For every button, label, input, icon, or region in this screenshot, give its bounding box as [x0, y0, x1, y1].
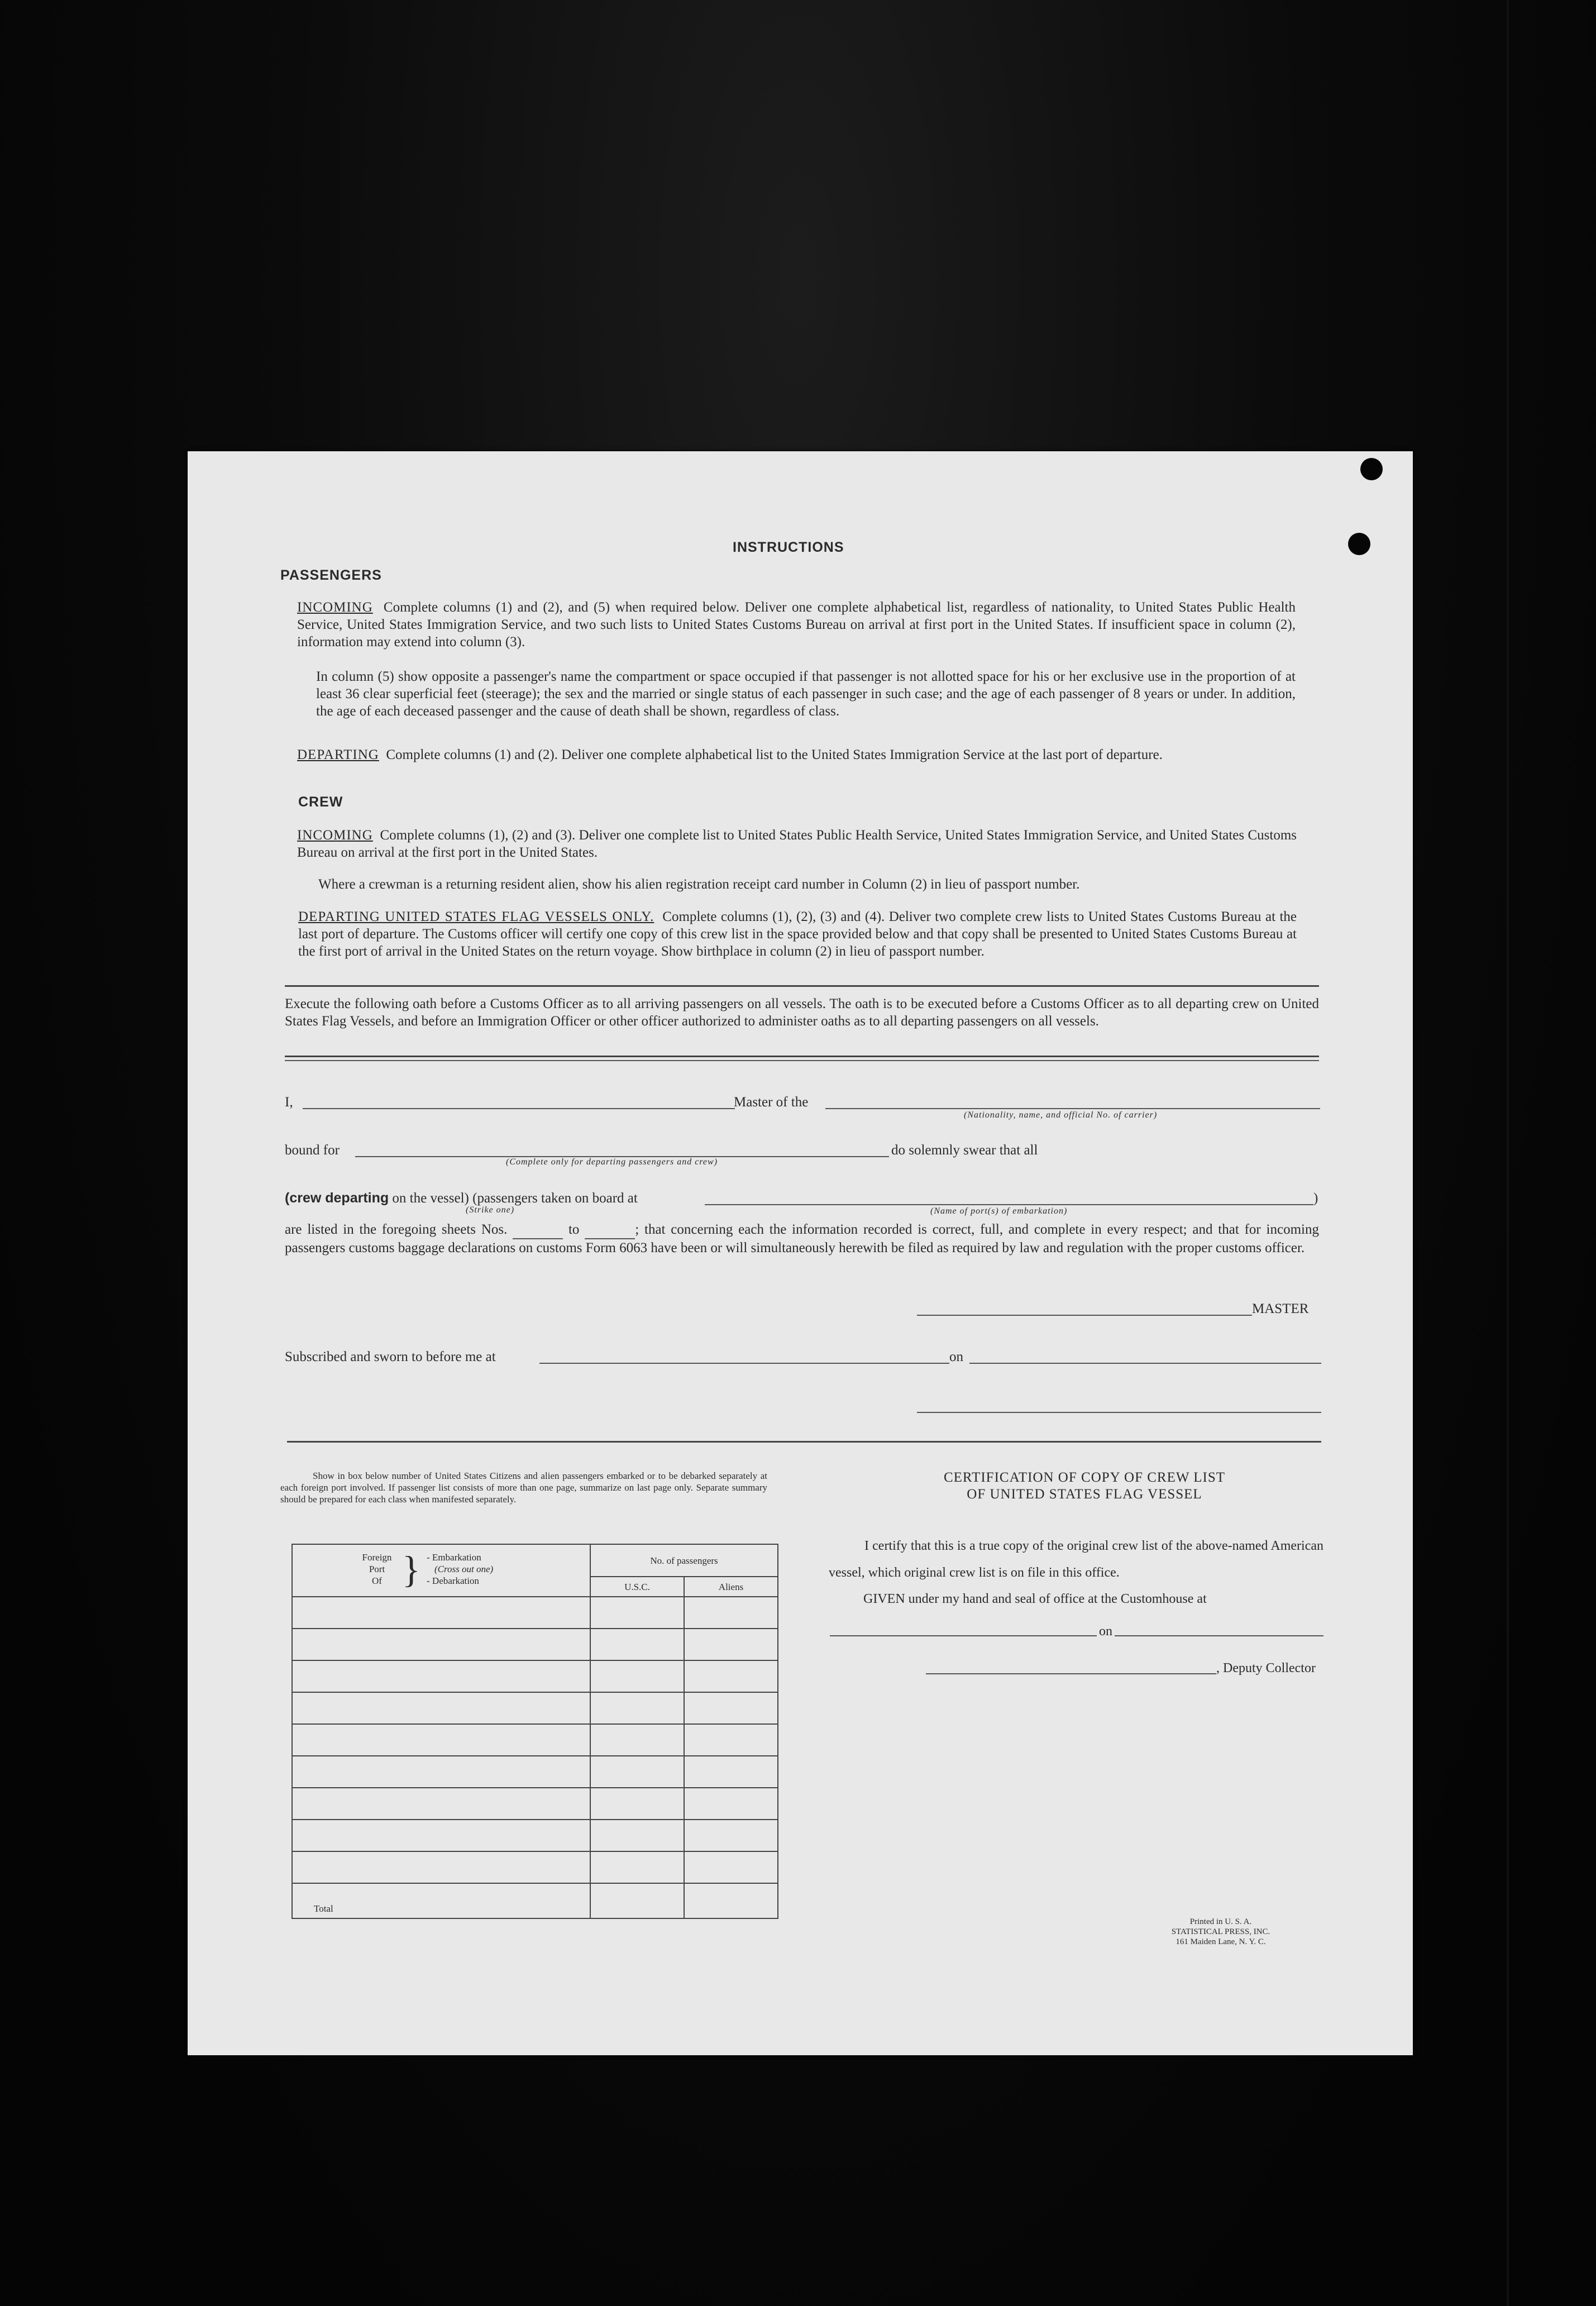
- port-cell[interactable]: [292, 1851, 590, 1883]
- total-label: Total: [292, 1883, 590, 1918]
- aliens-cell[interactable]: [684, 1788, 778, 1820]
- aliens-cell[interactable]: [684, 1820, 778, 1851]
- master-signature-field[interactable]: [917, 1315, 1252, 1316]
- aliens-cell[interactable]: [684, 1660, 778, 1692]
- no-passengers-header: No. of passengers: [590, 1544, 778, 1577]
- aliens-cell[interactable]: [684, 1756, 778, 1788]
- divider: [285, 1056, 1319, 1057]
- deputy-collector-label: , Deputy Collector: [1216, 1661, 1316, 1675]
- table-row: [292, 1692, 778, 1724]
- oath-listed-paragraph: [285, 1221, 1319, 1257]
- crew-resident-paragraph: Where a crewman is a returning resident alien, show his alien registration receipt card number in Column (2) in lieu of passport number.: [318, 877, 1080, 892]
- crew-us-flag-paragraph: [298, 908, 1297, 960]
- table-header-row: [292, 1544, 778, 1577]
- debarkation-option[interactable]: - Debarkation: [427, 1575, 479, 1586]
- crew-incoming-text: Complete columns (1), (2) and (3). Deliver one complete list to United States Public Health Service, United States Immigration Service, and United States Customs Bureau on arrival at the first port in the United States.: [297, 828, 1297, 860]
- port-header-cell: [292, 1544, 590, 1597]
- port-cell[interactable]: [292, 1788, 590, 1820]
- aliens-header: Aliens: [684, 1577, 778, 1597]
- usc-cell[interactable]: [590, 1724, 684, 1756]
- passengers-departing-paragraph: [297, 746, 1296, 763]
- usc-cell[interactable]: [590, 1660, 684, 1692]
- master-of-label: Master of the: [734, 1095, 809, 1110]
- embark-options: [427, 1551, 493, 1587]
- port-cell[interactable]: [292, 1597, 590, 1629]
- on-vessel-text: on the vessel): [392, 1191, 469, 1206]
- aliens-cell[interactable]: [684, 1692, 778, 1724]
- table-row: [292, 1660, 778, 1692]
- crew-heading: CREW: [298, 794, 343, 810]
- printer-imprint: [1126, 1917, 1316, 1947]
- table-row: [292, 1629, 778, 1660]
- foreign-port-of: [357, 1551, 396, 1587]
- passengers-taken-option[interactable]: (passengers taken on board at: [472, 1191, 638, 1206]
- port-cell[interactable]: [292, 1660, 590, 1692]
- usc-cell[interactable]: [590, 1788, 684, 1820]
- sworn-on-label: on: [949, 1349, 963, 1364]
- printer-line-3: 161 Maiden Lane, N. Y. C.: [1176, 1937, 1266, 1946]
- crew-passengers-line: [285, 1190, 638, 1207]
- certification-on-label: on: [1099, 1624, 1112, 1639]
- certification-date-field[interactable]: [1115, 1635, 1323, 1636]
- passengers-incoming-label: INCOMING: [297, 600, 373, 615]
- table-row: [292, 1724, 778, 1756]
- port-cell[interactable]: [292, 1692, 590, 1724]
- certification-title-2: OF UNITED STATES FLAG VESSEL: [967, 1487, 1202, 1502]
- port-label: Port: [369, 1564, 385, 1574]
- sworn-location-field[interactable]: [539, 1363, 949, 1364]
- officer-signature-field[interactable]: [917, 1412, 1321, 1413]
- summary-note: Show in box below number of United States Citizens and alien passengers embarked or to be debarked separately at each foreign port involved. If passenger list consists of more than one page, summarize on last page only. Separate summary should be prepared for each class when manifested separately.: [280, 1471, 767, 1505]
- sworn-date-field[interactable]: [969, 1363, 1321, 1364]
- passengers-incoming-paragraph: [297, 599, 1296, 651]
- crew-incoming-label: INCOMING: [297, 828, 373, 843]
- aliens-total-cell[interactable]: [684, 1883, 778, 1918]
- port-cell[interactable]: [292, 1820, 590, 1851]
- passengers-departing-label: DEPARTING: [297, 747, 379, 762]
- total-row: [292, 1883, 778, 1918]
- usc-cell[interactable]: [590, 1851, 684, 1883]
- passengers-departing-text: Complete columns (1) and (2). Deliver one complete alphabetical list to the United States Immigration Service at the last port of departure.: [386, 747, 1163, 762]
- embarkation-option[interactable]: - Embarkation: [427, 1552, 481, 1563]
- nationality-caption: (Nationality, name, and official No. of carrier): [964, 1110, 1158, 1120]
- aliens-cell[interactable]: [684, 1851, 778, 1883]
- port-cell[interactable]: [292, 1724, 590, 1756]
- usc-cell[interactable]: [590, 1756, 684, 1788]
- cross-out-caption: (Cross out one): [434, 1564, 494, 1574]
- punch-hole: [1360, 458, 1383, 480]
- document-page: [188, 451, 1413, 2055]
- divider: [285, 1060, 1319, 1061]
- sheet-from-field[interactable]: [513, 1221, 563, 1239]
- table-row: [292, 1597, 778, 1629]
- aliens-cell[interactable]: [684, 1724, 778, 1756]
- aliens-cell[interactable]: [684, 1629, 778, 1660]
- table-row: [292, 1820, 778, 1851]
- usc-total-cell[interactable]: [590, 1883, 684, 1918]
- to-word: to: [568, 1222, 580, 1237]
- usc-cell[interactable]: [590, 1597, 684, 1629]
- swear-text: do solemnly swear that all: [891, 1143, 1038, 1158]
- subscribed-label: Subscribed and sworn to before me at: [285, 1349, 496, 1364]
- brace-icon: }: [402, 1548, 420, 1591]
- master-name-field[interactable]: [303, 1108, 735, 1109]
- bound-for-caption: (Complete only for departing passengers and crew): [506, 1157, 718, 1167]
- certification-title-1: CERTIFICATION OF COPY OF CREW LIST: [943, 1470, 1226, 1485]
- foreign-label: Foreign: [362, 1552, 392, 1563]
- certify-paragraph: I certify that this is a true copy of the original crew list of the above-named American vessel, which original crew list is on file in this office.: [829, 1539, 1323, 1580]
- sheet-to-field[interactable]: [585, 1221, 635, 1239]
- crew-us-flag-text: Complete columns (1), (2), (3) and (4). Deliver two complete crew lists to United States Customs Bureau at the last port of departure. The Customs officer will certify one copy of this crew list in the space provided below and that copy shall be presented to United States Customs Bureau at the first port of arrival in the United States on the return voyage. Show birthplace in column (2) in lieu of passport number.: [298, 909, 1297, 959]
- deputy-signature-field[interactable]: [926, 1673, 1216, 1674]
- printer-line-2: STATISTICAL PRESS, INC.: [1171, 1927, 1270, 1936]
- ports-caption: (Name of port(s) of embarkation): [930, 1206, 1068, 1216]
- crew-departing-option[interactable]: (crew departing: [285, 1190, 389, 1206]
- film-edge: [1507, 0, 1509, 2306]
- carrier-field[interactable]: [825, 1108, 1320, 1109]
- of-label: Of: [372, 1575, 382, 1586]
- passengers-incoming-text: Complete columns (1) and (2), and (5) when required below. Deliver one complete alphabetical list, regardless of nationality, to United States Public Health Service, United States Immigration Service, and two such lists to United States Customs Bureau on arrival at first port in the United States. If insufficient space in column (2), information may extend into column (3).: [297, 600, 1296, 650]
- divider: [287, 1441, 1321, 1443]
- divider: [285, 985, 1319, 987]
- master-signature-label: MASTER: [1252, 1301, 1309, 1316]
- table-row: [292, 1788, 778, 1820]
- port-cell[interactable]: [292, 1756, 590, 1788]
- customhouse-field[interactable]: [830, 1635, 1097, 1636]
- column5-paragraph: In column (5) show opposite a passenger's name the compartment or space occupied if that passenger is not allotted space for his or her exclusive use in the proportion of at least 36 clear superficial feet (steerage); the sex and the married or single status of each passenger in such case; and the age of each passenger of 8 years or under. In addition, the age of each deceased passenger and the cause of death shall be shown, regardless of class.: [316, 669, 1296, 719]
- oath-intro: Execute the following oath before a Customs Officer as to all arriving passengers on all vessels. The oath is to be executed before a Customs Officer as to all departing crew on United States Flag Vessels, and before an Immigration Officer or other officer authorized to administer oaths as to all departing passengers on all vessels.: [285, 996, 1319, 1029]
- embarkation-ports-field[interactable]: [705, 1204, 1313, 1205]
- printer-line-1: Printed in U. S. A.: [1189, 1917, 1252, 1926]
- usc-cell[interactable]: [590, 1692, 684, 1724]
- punch-hole: [1348, 533, 1370, 555]
- given-text: GIVEN under my hand and seal of office at the Customhouse at: [863, 1592, 1207, 1606]
- passenger-summary-table: [292, 1544, 778, 1919]
- usc-header: U.S.C.: [590, 1577, 684, 1597]
- listed-prefix: are listed in the foregoing sheets Nos.: [285, 1222, 508, 1237]
- usc-cell[interactable]: [590, 1820, 684, 1851]
- usc-cell[interactable]: [590, 1629, 684, 1660]
- bound-for-label: bound for: [285, 1143, 340, 1158]
- listed-rest: ; that concerning each the information recorded is correct, full, and complete in every respect; and that for incoming passengers customs baggage declarations on customs Form 6063 have been or will simultaneously herewith be filed as required by law and regulation with the proper customs officer.: [285, 1222, 1319, 1255]
- table-row: [292, 1756, 778, 1788]
- passengers-heading: PASSENGERS: [280, 567, 382, 583]
- strike-one-caption: (Strike one): [466, 1205, 515, 1215]
- crew-us-flag-label: DEPARTING UNITED STATES FLAG VESSELS ONLY.: [298, 909, 654, 924]
- close-paren: ): [1313, 1191, 1318, 1206]
- crew-incoming-paragraph: [297, 827, 1297, 861]
- aliens-cell[interactable]: [684, 1597, 778, 1629]
- table-row: [292, 1851, 778, 1883]
- instructions-heading: INSTRUCTIONS: [733, 540, 844, 555]
- port-cell[interactable]: [292, 1629, 590, 1660]
- oath-i-label: I,: [285, 1095, 293, 1110]
